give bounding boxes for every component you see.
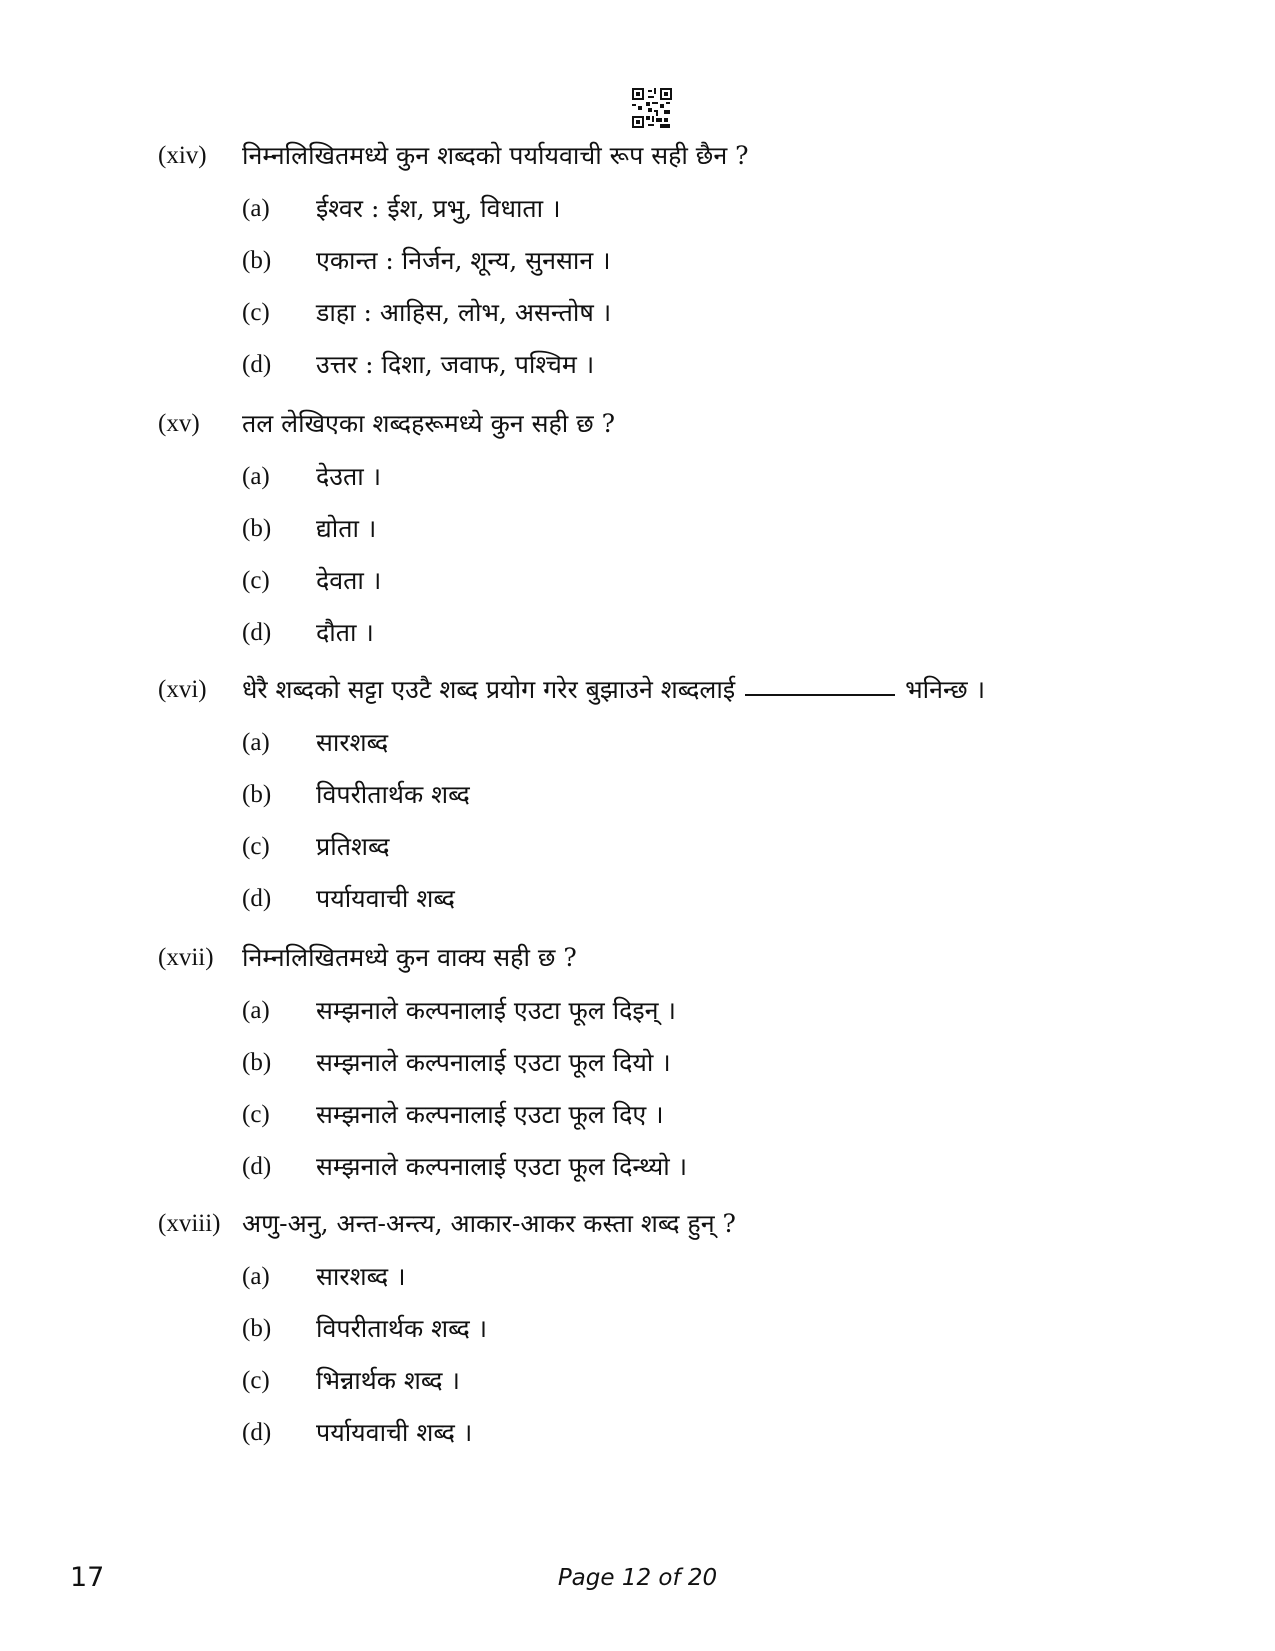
option-label: (c) (242, 299, 270, 326)
fill-in-blank (745, 694, 895, 696)
question-number: (xv) (158, 410, 200, 437)
question-text: निम्नलिखितमध्ये कुन वाक्य सही छ ? (242, 943, 577, 972)
question-text: तल लेखिएका शब्दहरूमध्ये कुन सही छ ? (242, 409, 616, 438)
option-label: (b) (242, 247, 272, 274)
question-text (242, 672, 985, 708)
option-label: (d) (242, 351, 272, 378)
option-text: एकान्त : निर्जन, शून्य, सुनसान । (316, 246, 611, 275)
option-text: सारशब्द । (316, 1262, 406, 1291)
option-label: (c) (242, 567, 270, 594)
question-text: निम्नलिखितमध्ये कुन शब्दको पर्यायवाची रूप सही छैन ? (242, 141, 749, 170)
option-text: सम्झनाले कल्पनालाई एउटा फूल दिन्थ्यो । (316, 1152, 688, 1181)
question-text-before-blank: धेरै शब्दको सट्टा एउटै शब्द प्रयोग गरेर बुझाउने शब्दलाई (242, 675, 736, 704)
option-text: द्योता । (316, 514, 377, 543)
question-text-after-blank: भनिन्छ । (905, 675, 986, 704)
option-text: डाहा : आहिस, लोभ, असन्तोष । (316, 298, 612, 327)
option-label: (b) (242, 1315, 272, 1342)
question-number: (xvi) (158, 676, 207, 703)
option-text: सारशब्द (316, 728, 389, 757)
option-label: (a) (242, 729, 270, 756)
question-number: (xiv) (158, 142, 207, 169)
option-label: (c) (242, 833, 270, 860)
option-label: (b) (242, 781, 272, 808)
option-text: ईश्वर : ईश, प्रभु, विधाता । (316, 194, 561, 223)
option-text: देवता । (316, 566, 382, 595)
option-text: सम्झनाले कल्पनालाई एउटा फूल दिइन् । (316, 996, 676, 1025)
question-text: अणु-अनु, अन्त-अन्त्य, आकार-आकर कस्ता शब्द हुन् ? (242, 1209, 736, 1238)
option-label: (c) (242, 1367, 270, 1394)
option-label: (d) (242, 885, 272, 912)
option-label: (b) (242, 515, 272, 542)
option-label: (a) (242, 463, 270, 490)
option-label: (d) (242, 1419, 272, 1446)
option-label: (b) (242, 1049, 272, 1076)
option-label: (a) (242, 997, 270, 1024)
option-text: भिन्नार्थक शब्द । (316, 1366, 460, 1395)
option-label: (a) (242, 1263, 270, 1290)
option-text: विपरीतार्थक शब्द (316, 780, 470, 809)
page-number: Page 12 of 20 (557, 1565, 718, 1591)
question-number: (xviii) (158, 1210, 221, 1237)
option-text: उत्तर : दिशा, जवाफ, पश्चिम । (316, 350, 595, 379)
paper-code: 17 (70, 1562, 105, 1593)
option-label: (a) (242, 195, 270, 222)
option-label: (c) (242, 1101, 270, 1128)
option-label: (d) (242, 619, 272, 646)
option-text: दौता । (316, 618, 374, 647)
option-text: प्रतिशब्द (316, 832, 390, 861)
option-text: विपरीतार्थक शब्द । (316, 1314, 488, 1343)
option-text: सम्झनाले कल्पनालाई एउटा फूल दियो । (316, 1048, 671, 1077)
question-number: (xvii) (158, 944, 214, 971)
option-text: देउता । (316, 462, 382, 491)
option-label: (d) (242, 1153, 272, 1180)
option-text: पर्यायवाची शब्द (316, 884, 455, 913)
option-text: पर्यायवाची शब्द । (316, 1418, 473, 1447)
option-text: सम्झनाले कल्पनालाई एउटा फूल दिए । (316, 1100, 664, 1129)
qr-code-icon (632, 88, 672, 128)
